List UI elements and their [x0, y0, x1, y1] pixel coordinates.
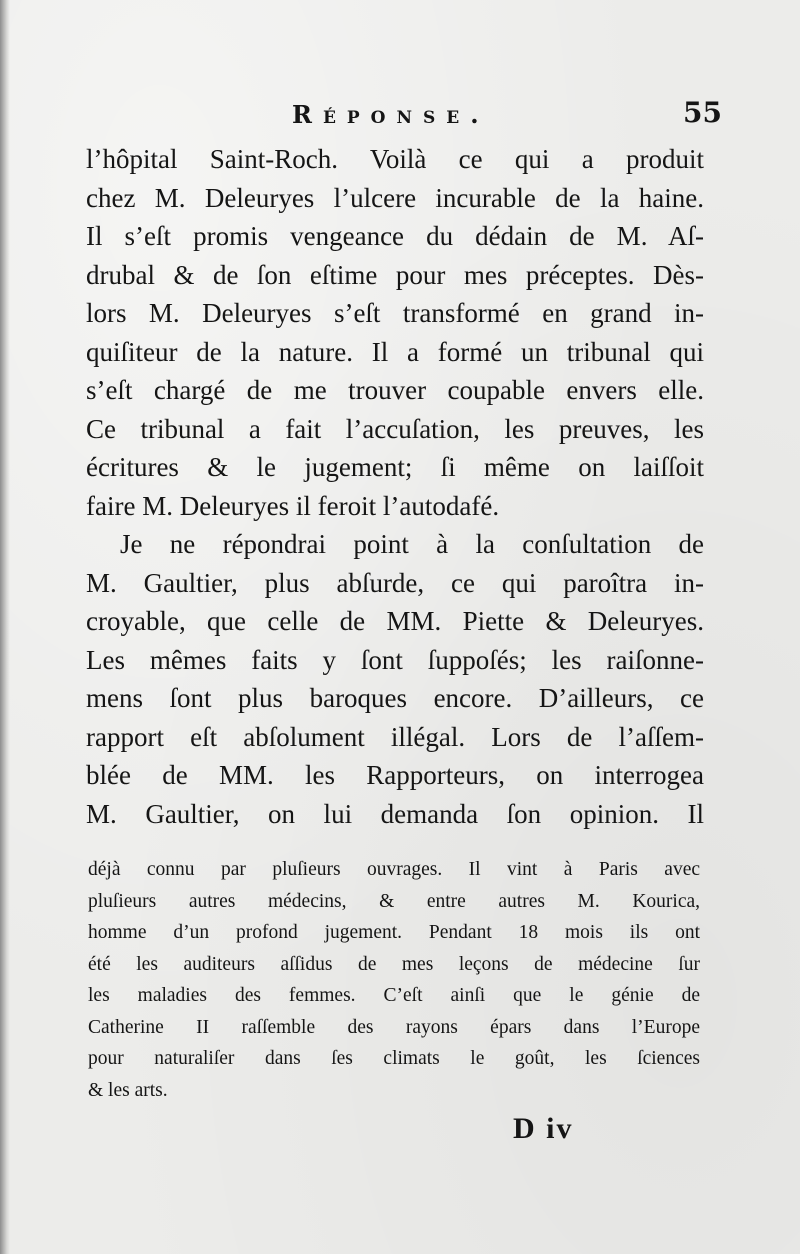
page-gutter-shadow — [0, 0, 10, 1254]
text-line-12: M. Gaultier, plus abſurde, ce qui paroîtra in- — [86, 567, 704, 598]
footnote-line-4: été les auditeurs aſſidus de mes leçons de médecine ſur — [88, 953, 700, 975]
footnote-line-3: homme d’un profond jugement. Pendant 18 mois ils ont — [88, 922, 700, 943]
footnote-line-2: pluſieurs autres médecins, & entre autres M. Kourica, — [88, 890, 700, 912]
signature-mark: D iv — [513, 1112, 574, 1145]
text-line-14: Les mêmes faits y ſont ſuppoſés; les raiſonne- — [86, 644, 704, 675]
text-line-4: drubal & de ſon eſtime pour mes préceptes. Dès- — [86, 259, 704, 290]
text-line-16: rapport eſt abſolument illégal. Lors de l’aſſem- — [86, 721, 704, 752]
running-title: Réponse. — [292, 100, 490, 129]
main-text-block — [86, 140, 704, 833]
text-line-6: quiſiteur de la nature. Il a formé un tribunal qui — [86, 336, 704, 367]
footnote-line-1: déjà connu par pluſieurs ouvrages. Il vint à Paris avec — [88, 859, 700, 880]
footnote-line-8: & les arts. — [88, 1079, 168, 1101]
text-line-3: Il s’eſt promis vengeance du dédain de M. Aſ- — [86, 221, 704, 251]
footnote-line-6: Catherine II raſſemble des rayons épars dans l’Europe — [88, 1016, 700, 1038]
text-line-18: M. Gaultier, on lui demanda ſon opinion. Il — [86, 798, 704, 829]
footnote-line-7: pour naturaliſer dans ſes climats le goût, les ſciences — [88, 1048, 700, 1069]
text-line-10: faire M. Deleuryes il feroit l’autodafé. — [86, 490, 500, 521]
text-line-5: lors M. Deleuryes s’eſt transformé en grand in- — [86, 298, 704, 328]
text-line-9: écritures & le jugement; ſi même on laiſſoit — [86, 452, 704, 482]
text-line-7: s’eſt chargé de me trouver coupable envers elle. — [86, 375, 704, 405]
page-header — [82, 96, 722, 136]
text-line-11: Je ne répondrai point à la conſultation de — [120, 529, 704, 559]
text-line-17: blée de MM. les Rapporteurs, on interrogea — [86, 760, 704, 790]
page-number: 55 — [683, 96, 722, 129]
text-line-1: l’hôpital Saint-Roch. Voilà ce qui a produit — [86, 144, 704, 174]
text-line-2: chez M. Deleuryes l’ulcere incurable de la haine. — [86, 182, 704, 213]
text-line-8: Ce tribunal a fait l’accuſation, les preuves, les — [86, 413, 704, 444]
footnote-block — [88, 854, 700, 1106]
text-line-15: mens ſont plus baroques encore. D’ailleurs, ce — [86, 683, 704, 713]
text-line-13: croyable, que celle de MM. Piette & Deleuryes. — [86, 606, 704, 636]
footnote-line-5: les maladies des femmes. C’eſt ainſi que le génie de — [88, 985, 700, 1006]
